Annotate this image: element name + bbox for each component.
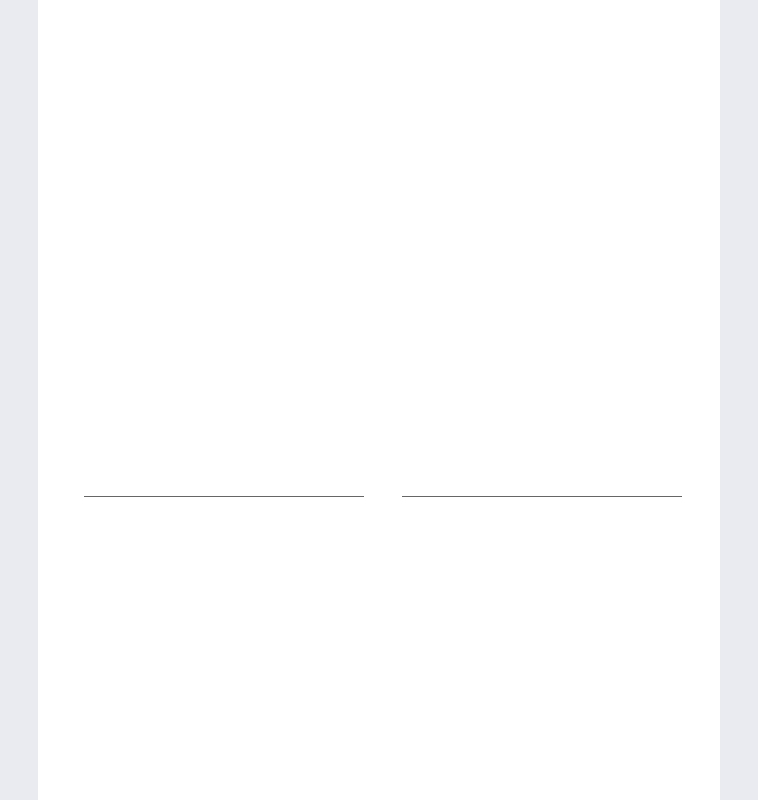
skirt-size-table (402, 440, 682, 503)
size-chart-page (38, 0, 720, 800)
skirt-table-header (402, 440, 682, 497)
skirt-table-body (402, 497, 682, 503)
pants-table-header (84, 440, 364, 497)
pants-size-table (84, 440, 364, 503)
pants-table-body (84, 497, 364, 503)
